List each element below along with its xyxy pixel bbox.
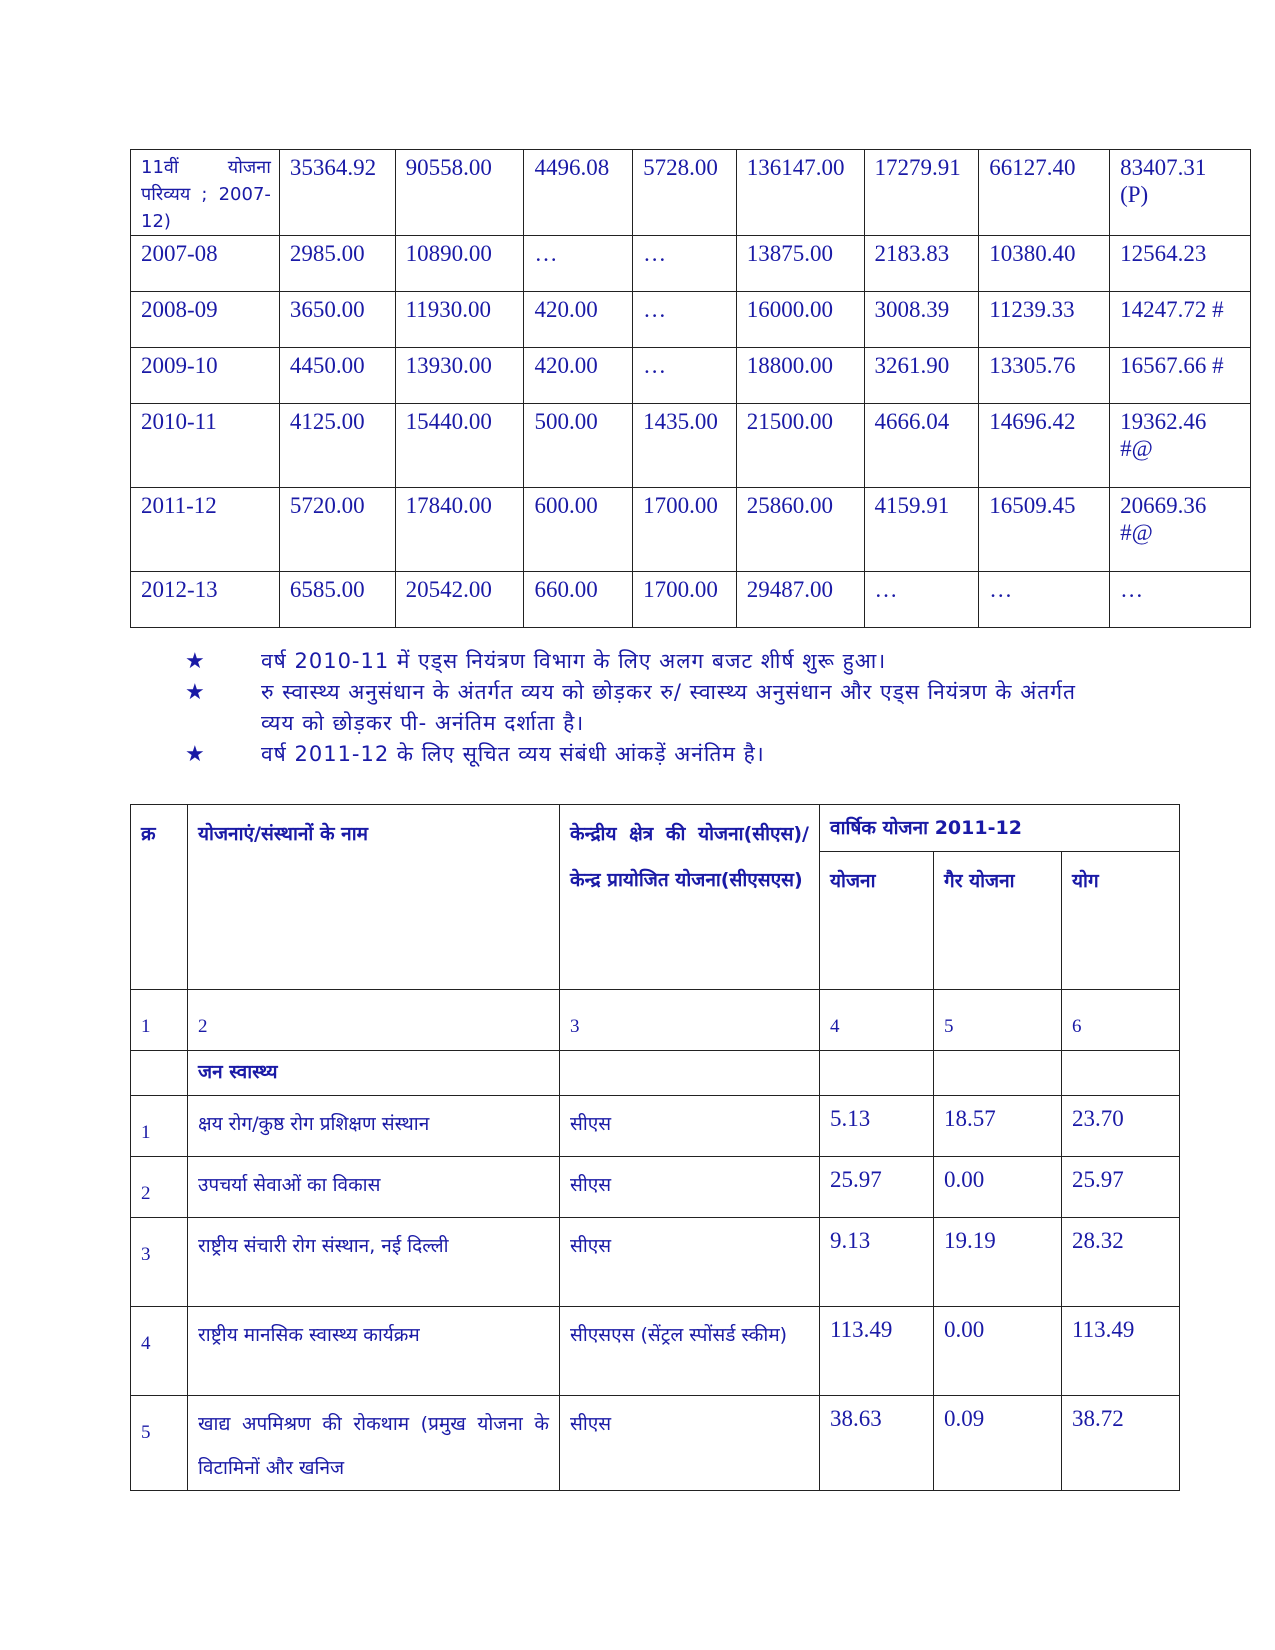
value-cell: 420.00: [524, 348, 633, 404]
value-cell: 20542.00: [395, 572, 524, 628]
value-cell: 11239.33: [979, 292, 1110, 348]
value-cell: 25860.00: [736, 488, 864, 572]
value-cell: 83407.31 (P): [1110, 150, 1251, 236]
non-plan-cell: 18.57: [934, 1096, 1062, 1157]
value-cell: 4159.91: [864, 488, 979, 572]
value-cell: 3650.00: [279, 292, 395, 348]
table-row: [131, 348, 1251, 404]
table-row: [131, 1096, 1180, 1157]
footnote: [185, 677, 1085, 739]
column-number: 4: [820, 990, 934, 1051]
expenditure-table: [130, 149, 1251, 628]
non-plan-cell: 0.00: [934, 1157, 1062, 1218]
year-cell: 11वीं योजना परिव्यय ; 2007-12): [131, 150, 280, 236]
value-cell: 13875.00: [736, 236, 864, 292]
name-cell: राष्ट्रीय मानसिक स्वास्थ्य कार्यक्रम: [188, 1307, 560, 1396]
year-cell: 2010-11: [131, 404, 280, 488]
value-cell: 16509.45: [979, 488, 1110, 572]
value-cell: 13930.00: [395, 348, 524, 404]
column-number: 6: [1062, 990, 1180, 1051]
column-number: 5: [934, 990, 1062, 1051]
value-cell: 14696.42: [979, 404, 1110, 488]
star-icon: ★: [185, 680, 206, 705]
non-plan-cell: 0.09: [934, 1396, 1062, 1491]
value-cell: 18800.00: [736, 348, 864, 404]
value-cell: 660.00: [524, 572, 633, 628]
star-icon: ★: [185, 649, 206, 674]
value-cell: 21500.00: [736, 404, 864, 488]
sno-cell: 2: [131, 1157, 188, 1218]
value-cell: …: [633, 236, 737, 292]
sno-cell: 5: [131, 1396, 188, 1491]
table-row: [131, 1157, 1180, 1218]
value-cell: …: [979, 572, 1110, 628]
section-title: जन स्वास्थ्य: [188, 1051, 560, 1096]
name-cell: क्षय रोग/कुष्ठ रोग प्रशिक्षण संस्थान: [188, 1096, 560, 1157]
type-cell: सीएस: [560, 1396, 820, 1491]
value-cell: 20669.36 #@: [1110, 488, 1251, 572]
value-cell: 500.00: [524, 404, 633, 488]
footnote-text: रु स्वास्थ्य अनुसंधान के अंतर्गत व्यय को छोड़कर रु/ स्वास्थ्य अनुसंधान और एड्स नियंत्रण के अंतर्गत व्यय को छोड़कर पी- अनंतिम दर्शाता है।: [261, 680, 1077, 735]
table-row: [131, 292, 1251, 348]
name-cell: राष्ट्रीय संचारी रोग संस्थान, नई दिल्ली: [188, 1218, 560, 1307]
header-plan: योजना: [820, 852, 934, 990]
type-cell: सीएस: [560, 1157, 820, 1218]
total-cell: 113.49: [1062, 1307, 1180, 1396]
value-cell: 15440.00: [395, 404, 524, 488]
type-cell: सीएसएस (सेंट्रल स्पोंसर्ड स्कीम): [560, 1307, 820, 1396]
value-cell: 11930.00: [395, 292, 524, 348]
value-cell: …: [864, 572, 979, 628]
total-cell: 23.70: [1062, 1096, 1180, 1157]
star-icon: ★: [185, 742, 206, 767]
value-cell: …: [1110, 572, 1251, 628]
value-cell: 1700.00: [633, 488, 737, 572]
header-name: योजनाएं/संस्थानों के नाम: [188, 805, 560, 990]
table-row: [131, 404, 1251, 488]
value-cell: 600.00: [524, 488, 633, 572]
section-row: [131, 1051, 1180, 1096]
footnotes: [185, 646, 1085, 770]
table-row: [131, 236, 1251, 292]
footnote: [185, 646, 1085, 677]
value-cell: 66127.40: [979, 150, 1110, 236]
value-cell: 4125.00: [279, 404, 395, 488]
table-row: [131, 1307, 1180, 1396]
value-cell: 2985.00: [279, 236, 395, 292]
non-plan-cell: 0.00: [934, 1307, 1062, 1396]
sno-cell: 1: [131, 1096, 188, 1157]
year-cell: 2008-09: [131, 292, 280, 348]
table-row: [131, 488, 1251, 572]
value-cell: 12564.23: [1110, 236, 1251, 292]
table-row: [131, 1218, 1180, 1307]
value-cell: …: [633, 292, 737, 348]
plan-cell: 38.63: [820, 1396, 934, 1491]
value-cell: 3008.39: [864, 292, 979, 348]
annual-plan-table: [130, 804, 1180, 1491]
value-cell: 35364.92: [279, 150, 395, 236]
value-cell: 1700.00: [633, 572, 737, 628]
value-cell: 1435.00: [633, 404, 737, 488]
value-cell: 10890.00: [395, 236, 524, 292]
value-cell: 17279.91: [864, 150, 979, 236]
total-cell: 25.97: [1062, 1157, 1180, 1218]
value-cell: 17840.00: [395, 488, 524, 572]
value-cell: 4496.08: [524, 150, 633, 236]
value-cell: 420.00: [524, 292, 633, 348]
non-plan-cell: 19.19: [934, 1218, 1062, 1307]
sno-cell: 3: [131, 1218, 188, 1307]
value-cell: 13305.76: [979, 348, 1110, 404]
table-row: [131, 150, 1251, 236]
value-cell: 16567.66 #: [1110, 348, 1251, 404]
header-sno: क्र: [131, 805, 188, 990]
year-cell: 2007-08: [131, 236, 280, 292]
value-cell: 5720.00: [279, 488, 395, 572]
value-cell: …: [633, 348, 737, 404]
column-number: 1: [131, 990, 188, 1051]
table-row: [131, 572, 1251, 628]
year-cell: 2011-12: [131, 488, 280, 572]
value-cell: 10380.40: [979, 236, 1110, 292]
name-cell: खाद्य अपमिश्रण की रोकथाम (प्रमुख योजना के विटामिनों और खनिज: [188, 1396, 560, 1491]
value-cell: 2183.83: [864, 236, 979, 292]
total-cell: 28.32: [1062, 1218, 1180, 1307]
column-number: 3: [560, 990, 820, 1051]
table-row: [131, 1396, 1180, 1491]
footnote: [185, 739, 1085, 770]
value-cell: 3261.90: [864, 348, 979, 404]
value-cell: 6585.00: [279, 572, 395, 628]
column-number-row: [131, 990, 1180, 1051]
plan-cell: 113.49: [820, 1307, 934, 1396]
value-cell: …: [524, 236, 633, 292]
header-non-plan: गैर योजना: [934, 852, 1062, 990]
value-cell: 14247.72 #: [1110, 292, 1251, 348]
plan-cell: 25.97: [820, 1157, 934, 1218]
value-cell: 19362.46 #@: [1110, 404, 1251, 488]
value-cell: 5728.00: [633, 150, 737, 236]
value-cell: 16000.00: [736, 292, 864, 348]
value-cell: 90558.00: [395, 150, 524, 236]
header-type: केन्द्रीय क्षेत्र की योजना(सीएस)/केन्द्र प्रायोजित योजना(सीएसएस): [560, 805, 820, 990]
year-cell: 2012-13: [131, 572, 280, 628]
type-cell: सीएस: [560, 1218, 820, 1307]
sno-cell: 4: [131, 1307, 188, 1396]
type-cell: सीएस: [560, 1096, 820, 1157]
value-cell: 4666.04: [864, 404, 979, 488]
year-cell: 2009-10: [131, 348, 280, 404]
header-total: योग: [1062, 852, 1180, 990]
total-cell: 38.72: [1062, 1396, 1180, 1491]
plan-cell: 9.13: [820, 1218, 934, 1307]
value-cell: 4450.00: [279, 348, 395, 404]
footnote-text: वर्ष 2010-11 में एड्स नियंत्रण विभाग के लिए अलग बजट शीर्ष शुरू हुआ।: [261, 649, 887, 673]
value-cell: 29487.00: [736, 572, 864, 628]
footnote-text: वर्ष 2011-12 के लिए सूचित व्यय संबंधी आंकड़ें अनंतिम है।: [261, 742, 765, 766]
plan-cell: 5.13: [820, 1096, 934, 1157]
column-number: 2: [188, 990, 560, 1051]
name-cell: उपचर्या सेवाओं का विकास: [188, 1157, 560, 1218]
header-annual-plan: वार्षिक योजना 2011-12: [820, 805, 1180, 852]
value-cell: 136147.00: [736, 150, 864, 236]
